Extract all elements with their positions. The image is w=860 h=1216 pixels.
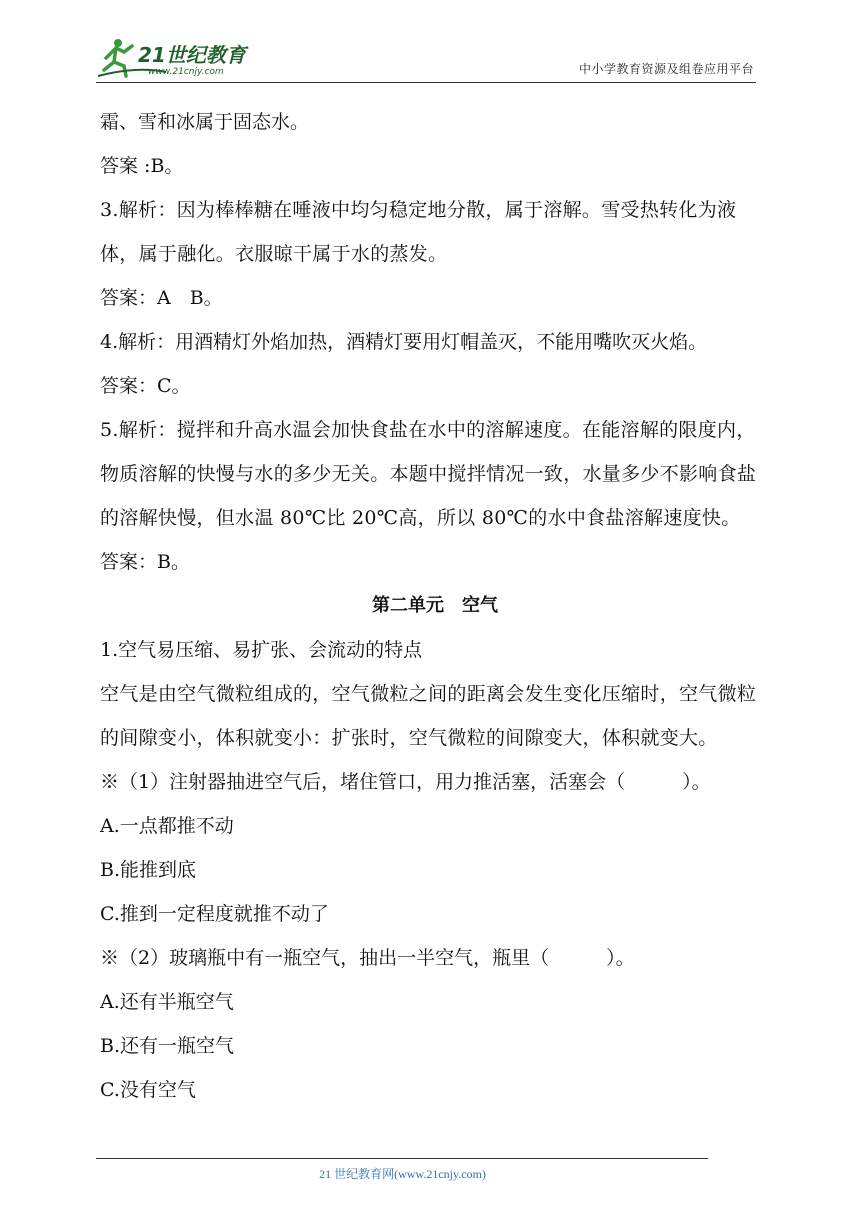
section-title: 第二单元 空气: [372, 595, 498, 616]
question-2: ※（2）玻璃瓶中有一瓶空气，抽出一半空气，瓶里（ ）。: [100, 947, 635, 969]
explanation-4: 4.解析：用酒精灯外焰加热，酒精灯要用灯帽盖灭，不能用嘴吹灭火焰。: [100, 331, 708, 353]
topic-explanation: 空气是由空气微粒组成的，空气微粒之间的距离会发生变化压缩时，空气微粒的间隙变小，体积就变小：扩张时，空气微粒的间隙变大，体积就变大。: [100, 683, 757, 749]
option-c: C.推到一定程度就推不动了: [100, 903, 329, 925]
option-b: B.能推到底: [100, 859, 197, 881]
text-line: 霜、雪和冰属于固态水。: [100, 111, 310, 133]
footer-divider: [96, 1158, 708, 1159]
logo-text: 21世纪教育: [138, 43, 246, 67]
explanation-5: 5.解析：搅拌和升高水温会加快食盐在水中的溶解速度。在能溶解的限度内，物质溶解的快慢与水的多少无关。本题中搅拌情况一致，水量多少不影响食盐的溶解快慢，但水温 80℃比 20℃高，所以 80℃的水中食盐溶解速度快。: [100, 419, 757, 529]
explanation-3: 3.解析：因为棒棒糖在唾液中均匀稳定地分散，属于溶解。雪受热转化为液体，属于融化。衣服晾干属于水的蒸发。: [100, 199, 737, 265]
answer-line: 答案 :B。: [100, 155, 184, 177]
question-1: ※（1）注射器抽进空气后，堵住管口，用力推活塞，活塞会（ ）。: [100, 771, 711, 793]
answer-line: 答案：B。: [100, 551, 190, 573]
option-a: A.还有半瓶空气: [100, 991, 234, 1013]
answer-line: 答案：A B。: [100, 287, 223, 309]
document-body: [100, 100, 770, 1112]
footer-text: 21 世纪教育网(www.21cnjy.com): [319, 1167, 486, 1181]
page-header: [96, 36, 756, 83]
topic-title: 1.空气易压缩、易扩张、会流动的特点: [100, 639, 423, 661]
option-b: B.还有一瓶空气: [100, 1035, 235, 1057]
option-c: C.没有空气: [100, 1079, 196, 1101]
header-platform-text: 中小学教育资源及组卷应用平台: [578, 62, 754, 76]
answer-line: 答案：C。: [100, 375, 191, 397]
option-a: A.一点都推不动: [100, 815, 234, 837]
logo-url: www.21cnjy.com: [148, 67, 224, 77]
logo-21cnjy: [96, 36, 261, 80]
